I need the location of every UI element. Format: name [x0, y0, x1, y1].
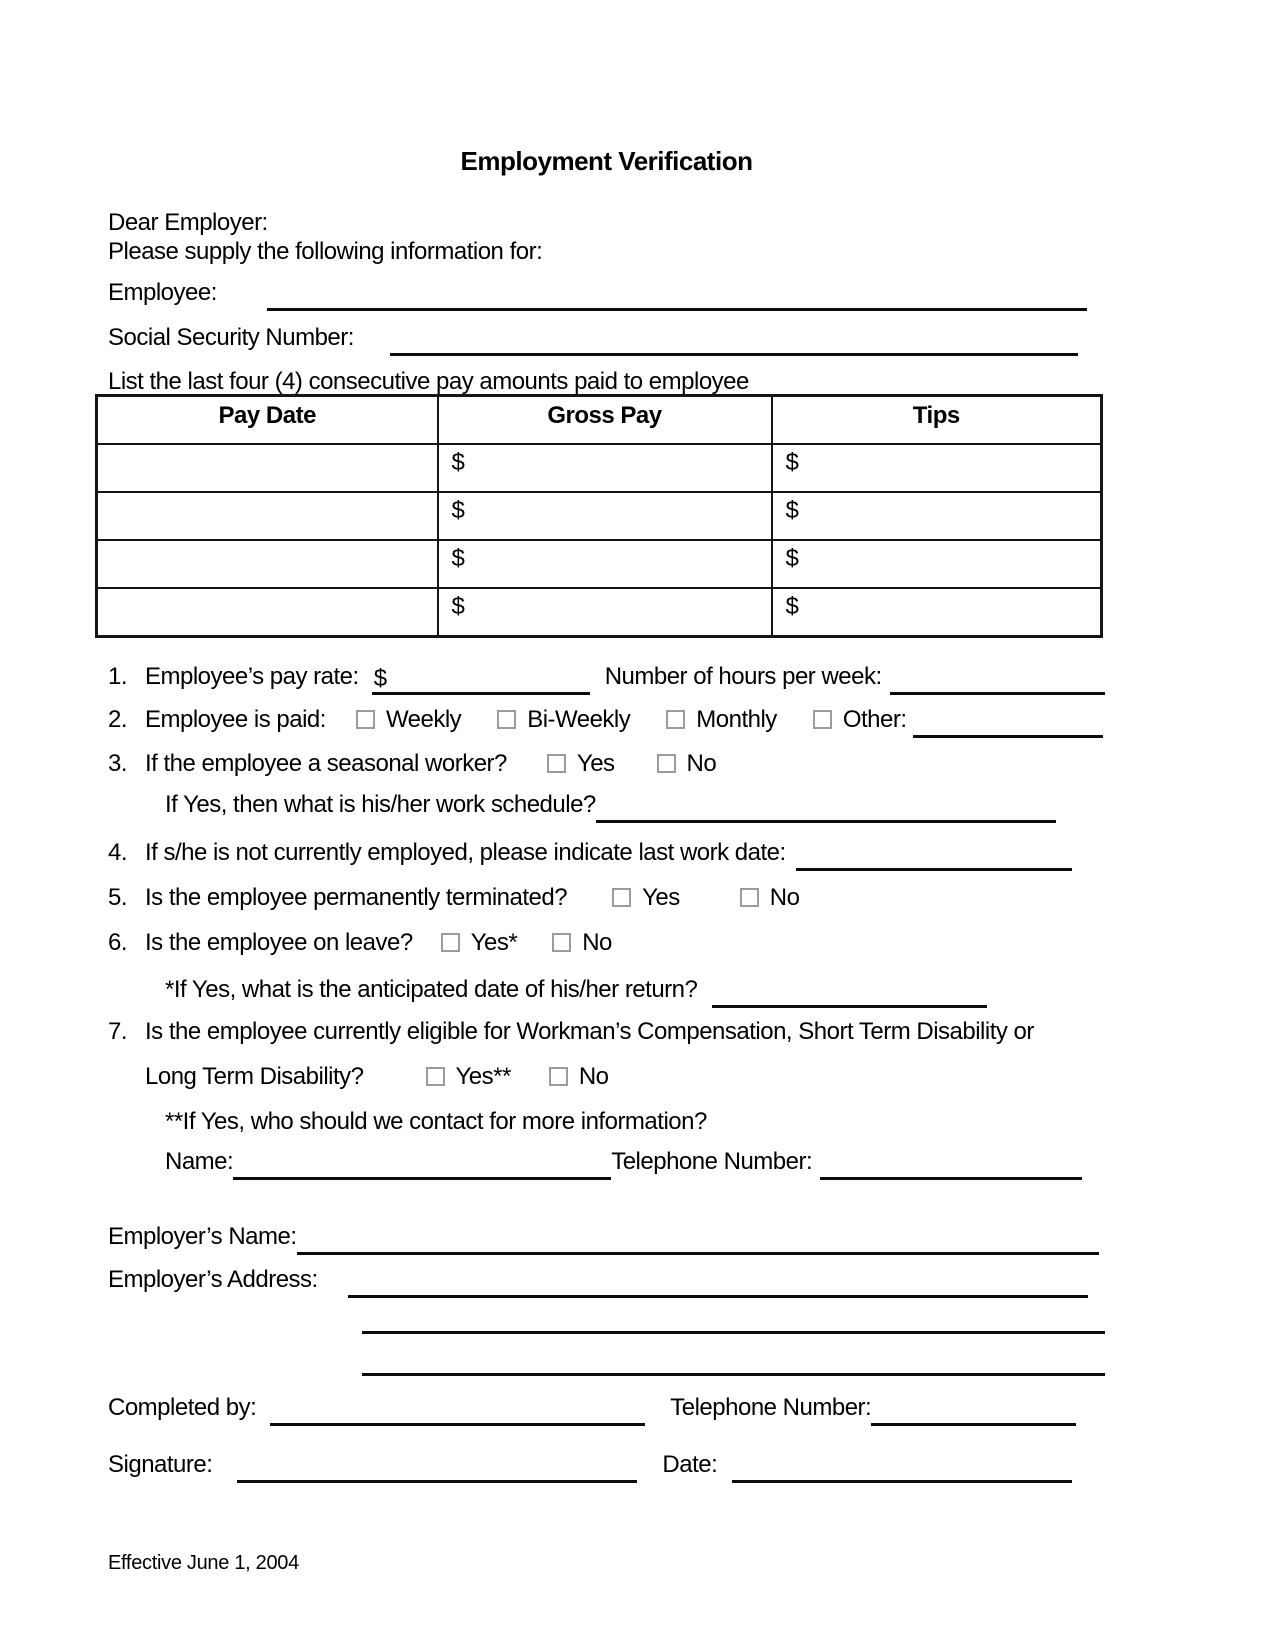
- terminated-option-yes: [612, 883, 680, 913]
- checkbox-biweekly[interactable]: [497, 710, 516, 729]
- question-7-line2: [145, 1062, 609, 1092]
- checkbox-weekly[interactable]: [356, 710, 375, 729]
- question-3-followup: [165, 790, 1056, 820]
- terminated-no-checkbox[interactable]: [740, 888, 759, 907]
- paid-option-other: [813, 705, 907, 735]
- leave-yes-checkbox[interactable]: [441, 933, 460, 952]
- gross-pay-cell-1[interactable]: $: [438, 444, 772, 492]
- q6-followup-label: *If Yes, what is the anticipated date of his/her return?: [165, 976, 698, 1003]
- q2-label: Employee is paid:: [145, 706, 326, 733]
- q1-number: 1.: [108, 663, 128, 690]
- contact-name-field[interactable]: [233, 1150, 611, 1180]
- other-field[interactable]: [913, 708, 1103, 738]
- seasonal-yes-label: Yes: [576, 750, 615, 777]
- leave-no-checkbox[interactable]: [552, 933, 571, 952]
- terminated-yes-checkbox[interactable]: [612, 888, 631, 907]
- pay-date-cell-1[interactable]: [97, 444, 438, 492]
- question-7: [108, 1017, 1034, 1047]
- pay-date-cell-4[interactable]: [97, 588, 438, 637]
- signature-line: [108, 1450, 1072, 1480]
- table-row: [97, 540, 1102, 588]
- signature-label: Signature:: [108, 1451, 213, 1478]
- q5-number: 5.: [108, 884, 128, 911]
- signature-field[interactable]: [237, 1453, 637, 1483]
- question-5: [108, 883, 799, 913]
- date-field[interactable]: [732, 1453, 1072, 1483]
- q2-number: 2.: [108, 706, 128, 733]
- seasonal-yes-checkbox[interactable]: [547, 754, 566, 773]
- eligible-yes-label: Yes**: [455, 1063, 511, 1090]
- telephone-field[interactable]: [871, 1396, 1076, 1426]
- salutation-text: Dear Employer:: [108, 209, 268, 236]
- completed-by-field[interactable]: [270, 1396, 645, 1426]
- q7-number: 7.: [108, 1018, 128, 1045]
- employer-address-line: [108, 1265, 1088, 1295]
- table-row: [97, 492, 1102, 540]
- contact-phone-label: Telephone Number:: [611, 1148, 813, 1175]
- question-4: [108, 838, 1072, 868]
- employer-name-line: [108, 1222, 1099, 1252]
- seasonal-option-no: [657, 749, 717, 779]
- employee-line: [108, 278, 1087, 308]
- seasonal-option-yes: [547, 749, 615, 779]
- completed-by-line: [108, 1393, 1076, 1423]
- q1-label: Employee’s pay rate:: [145, 663, 359, 690]
- gross-pay-cell-3[interactable]: $: [438, 540, 772, 588]
- contact-phone-field[interactable]: [820, 1150, 1082, 1180]
- dollar-sign: $: [373, 665, 387, 692]
- employee-label: Employee:: [108, 279, 217, 306]
- page-title: Employment Verification: [460, 146, 753, 176]
- other-label: Other:: [842, 706, 907, 733]
- question-2: [108, 705, 1103, 735]
- table-row: [97, 444, 1102, 492]
- q6-number: 6.: [108, 929, 128, 956]
- hours-field[interactable]: [890, 665, 1105, 695]
- contact-line: [165, 1147, 1082, 1177]
- work-schedule-field[interactable]: [596, 793, 1056, 823]
- hours-label: Number of hours per week:: [604, 663, 882, 690]
- q3-followup-label: If Yes, then what is his/her work schedule?: [165, 791, 596, 818]
- biweekly-label: Bi-Weekly: [527, 706, 631, 733]
- q6-label: Is the employee on leave?: [145, 929, 413, 956]
- ssn-label: Social Security Number:: [108, 324, 354, 351]
- gross-pay-cell-2[interactable]: $: [438, 492, 772, 540]
- weekly-label: Weekly: [385, 706, 462, 733]
- paid-option-biweekly: [497, 705, 630, 735]
- pay-table-header-row: [97, 396, 1102, 445]
- contact-name-label: Name:: [165, 1148, 234, 1175]
- ssn-field[interactable]: [390, 326, 1078, 356]
- tips-cell-3[interactable]: $: [772, 540, 1102, 588]
- pay-table: [95, 394, 1103, 638]
- checkbox-monthly[interactable]: [666, 710, 685, 729]
- terminated-no-label: No: [769, 884, 800, 911]
- col-header-tips: Tips: [772, 396, 1102, 445]
- q4-number: 4.: [108, 839, 128, 866]
- paid-option-monthly: [666, 705, 777, 735]
- eligible-yes-checkbox[interactable]: [426, 1067, 445, 1086]
- employer-name-field[interactable]: [297, 1225, 1099, 1255]
- seasonal-no-label: No: [686, 750, 717, 777]
- question-6-followup: [165, 975, 987, 1005]
- paid-option-weekly: [356, 705, 461, 735]
- terminated-option-no: [740, 883, 800, 913]
- employer-name-label: Employer’s Name:: [108, 1223, 297, 1250]
- employee-field[interactable]: [267, 281, 1087, 311]
- q3-number: 3.: [108, 750, 128, 777]
- question-1: [108, 662, 1105, 692]
- tips-cell-1[interactable]: $: [772, 444, 1102, 492]
- leave-no-label: No: [582, 929, 612, 956]
- address-field-3[interactable]: [362, 1373, 1105, 1376]
- pay-date-cell-2[interactable]: [97, 492, 438, 540]
- request-text: Please supply the following information for:: [108, 238, 543, 265]
- terminated-yes-label: Yes: [642, 884, 680, 911]
- tips-cell-2[interactable]: $: [772, 492, 1102, 540]
- seasonal-no-checkbox[interactable]: [657, 754, 676, 773]
- employer-address-label: Employer’s Address:: [108, 1266, 318, 1293]
- date-label: Date:: [662, 1451, 718, 1478]
- eligible-no-checkbox[interactable]: [549, 1067, 568, 1086]
- question-7-followup: [165, 1107, 707, 1137]
- return-date-field[interactable]: [712, 978, 987, 1008]
- table-row: [97, 588, 1102, 637]
- pay-rate-field[interactable]: [372, 665, 590, 695]
- eligible-no-label: No: [578, 1063, 609, 1090]
- col-header-gross-pay: Gross Pay: [438, 396, 772, 445]
- telephone-label: Telephone Number:: [670, 1394, 872, 1421]
- q5-label: Is the employee permanently terminated?: [145, 884, 568, 911]
- completed-by-label: Completed by:: [108, 1394, 257, 1421]
- q4-label: If s/he is not currently employed, please indicate last work date:: [145, 839, 786, 866]
- pay-date-cell-3[interactable]: [97, 540, 438, 588]
- ssn-line: [108, 323, 1078, 353]
- tips-cell-4[interactable]: $: [772, 588, 1102, 637]
- leave-option-no: [552, 928, 612, 958]
- effective-note: Effective June 1, 2004: [108, 1552, 299, 1574]
- q7-label-line1: Is the employee currently eligible for Workman’s Compensation, Short Term Disability or: [145, 1018, 1034, 1045]
- checkbox-other[interactable]: [813, 710, 832, 729]
- pay-table-caption: List the last four (4) consecutive pay amounts paid to employee: [108, 368, 749, 395]
- monthly-label: Monthly: [696, 706, 777, 733]
- q3-label: If the employee a seasonal worker?: [145, 750, 507, 777]
- address-field-2[interactable]: [362, 1331, 1105, 1334]
- leave-option-yes: [441, 928, 518, 958]
- leave-yes-label: Yes*: [470, 929, 518, 956]
- gross-pay-cell-4[interactable]: $: [438, 588, 772, 637]
- employer-address-field[interactable]: [348, 1268, 1088, 1298]
- eligible-option-yes: [426, 1062, 511, 1092]
- q7-label-line2: Long Term Disability?: [145, 1063, 364, 1090]
- q7-followup-label: **If Yes, who should we contact for more information?: [165, 1108, 707, 1135]
- col-header-pay-date: Pay Date: [97, 396, 438, 445]
- question-6: [108, 928, 612, 958]
- question-3: [108, 749, 716, 779]
- last-work-date-field[interactable]: [796, 841, 1072, 871]
- eligible-option-no: [549, 1062, 609, 1092]
